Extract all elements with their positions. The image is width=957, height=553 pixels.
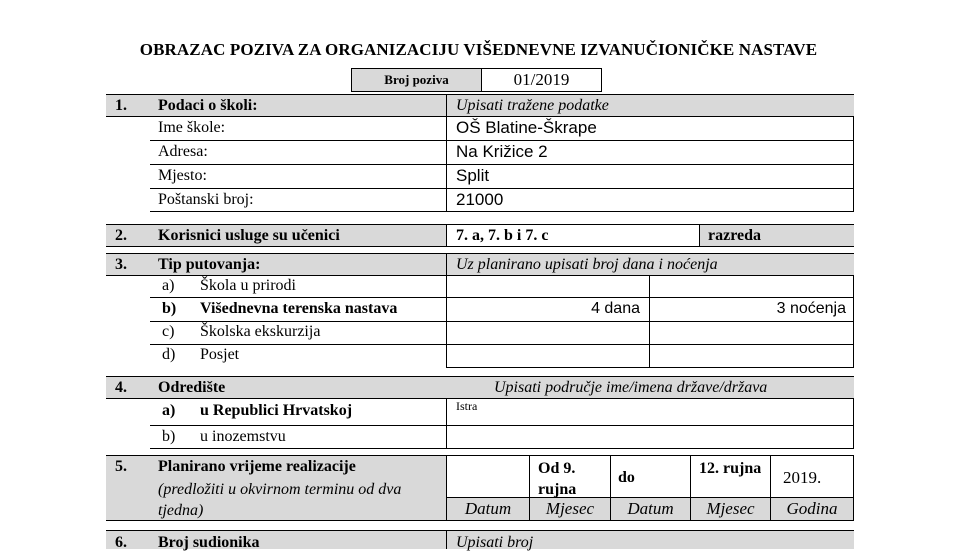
date-to-word: do — [618, 469, 635, 486]
footer-datum-1: Datum — [464, 499, 512, 518]
broj-poziva-label-cell — [351, 68, 482, 92]
broj-poziva-value: 01/2019 — [513, 70, 570, 89]
school-name-label: Ime škole: — [158, 119, 226, 136]
broj-poziva-label: Broj poziva — [384, 72, 449, 87]
trip-type-b-letter: b) — [162, 300, 177, 317]
trip-type-a-letter: a) — [162, 277, 175, 294]
trip-nights: 3 noćenja — [776, 300, 846, 317]
section-1-number: 1. — [115, 97, 127, 114]
destination-a-label: u Republici Hrvatskoj — [200, 402, 353, 419]
footer-mjesec-2: Mjesec — [706, 499, 755, 518]
form-title: OBRAZAC POZIVA ZA ORGANIZACIJU VIŠEDNEVNE IZVANUČIONIČKE NASTAVE — [139, 40, 818, 59]
section-5-title: Planirano vrijeme realizacije — [158, 458, 356, 475]
trip-type-c-letter: c) — [162, 323, 175, 340]
section-4-number: 4. — [115, 379, 127, 396]
trip-type-a-label: Škola u prirodi — [200, 277, 296, 294]
address-label: Adresa: — [158, 143, 208, 160]
trip-type-b-label: Višednevna terenska nastava — [200, 300, 398, 317]
section-1-hint: Upisati tražene podatke — [456, 97, 609, 114]
trip-type-c-label: Školska ekskurzija — [200, 323, 321, 340]
destination-a-letter: a) — [162, 402, 176, 419]
city-label: Mjesto: — [158, 167, 207, 184]
broj-poziva-value-cell — [481, 68, 602, 92]
section-2-title: Korisnici usluge su učenici — [158, 227, 340, 244]
classes-suffix: razreda — [708, 227, 762, 244]
date-until: 12. rujna — [699, 460, 762, 477]
trip-type-d-letter: d) — [162, 346, 176, 363]
section-6-hint: Upisati broj — [456, 534, 534, 551]
date-year: 2019. — [783, 468, 822, 487]
destination-b-label: u inozemstvu — [200, 428, 286, 445]
footer-godina: Godina — [786, 499, 838, 518]
section-6-title: Broj sudionika — [158, 534, 260, 551]
school-name-value: OŠ Blatine-Škrape — [456, 118, 597, 137]
section-1-title: Podaci o školi: — [158, 97, 258, 114]
section-6-number: 6. — [115, 534, 127, 551]
trip-days: 4 dana — [591, 300, 640, 317]
section-3-hint: Uz planirano upisati broj dana i noćenja — [456, 256, 718, 273]
city-value: Split — [456, 166, 490, 185]
section-5-subtitle: (predložiti u okvirnom terminu od dva tjedna) — [158, 481, 402, 519]
classes-value: 7. a, 7. b i 7. c — [456, 227, 549, 244]
section-4-title: Odredište — [158, 379, 226, 396]
trip-type-d-label: Posjet — [200, 346, 240, 363]
section-2-number: 2. — [115, 227, 127, 244]
footer-datum-2: Datum — [627, 499, 674, 518]
destination-a-value: Istra — [456, 399, 478, 413]
address-value: Na Križice 2 — [456, 142, 548, 161]
section-3-number: 3. — [115, 256, 127, 273]
postal-code-value: 21000 — [456, 190, 504, 209]
footer-mjesec-1: Mjesec — [545, 499, 595, 518]
date-from: Od 9. rujna — [538, 460, 577, 498]
postal-code-label: Poštanski broj: — [158, 191, 254, 208]
section-3-title: Tip putovanja: — [158, 256, 261, 273]
section-4-hint: Upisati područje ime/imena države/država — [494, 379, 768, 396]
section-5-number: 5. — [115, 458, 127, 475]
destination-b-letter: b) — [162, 428, 176, 445]
